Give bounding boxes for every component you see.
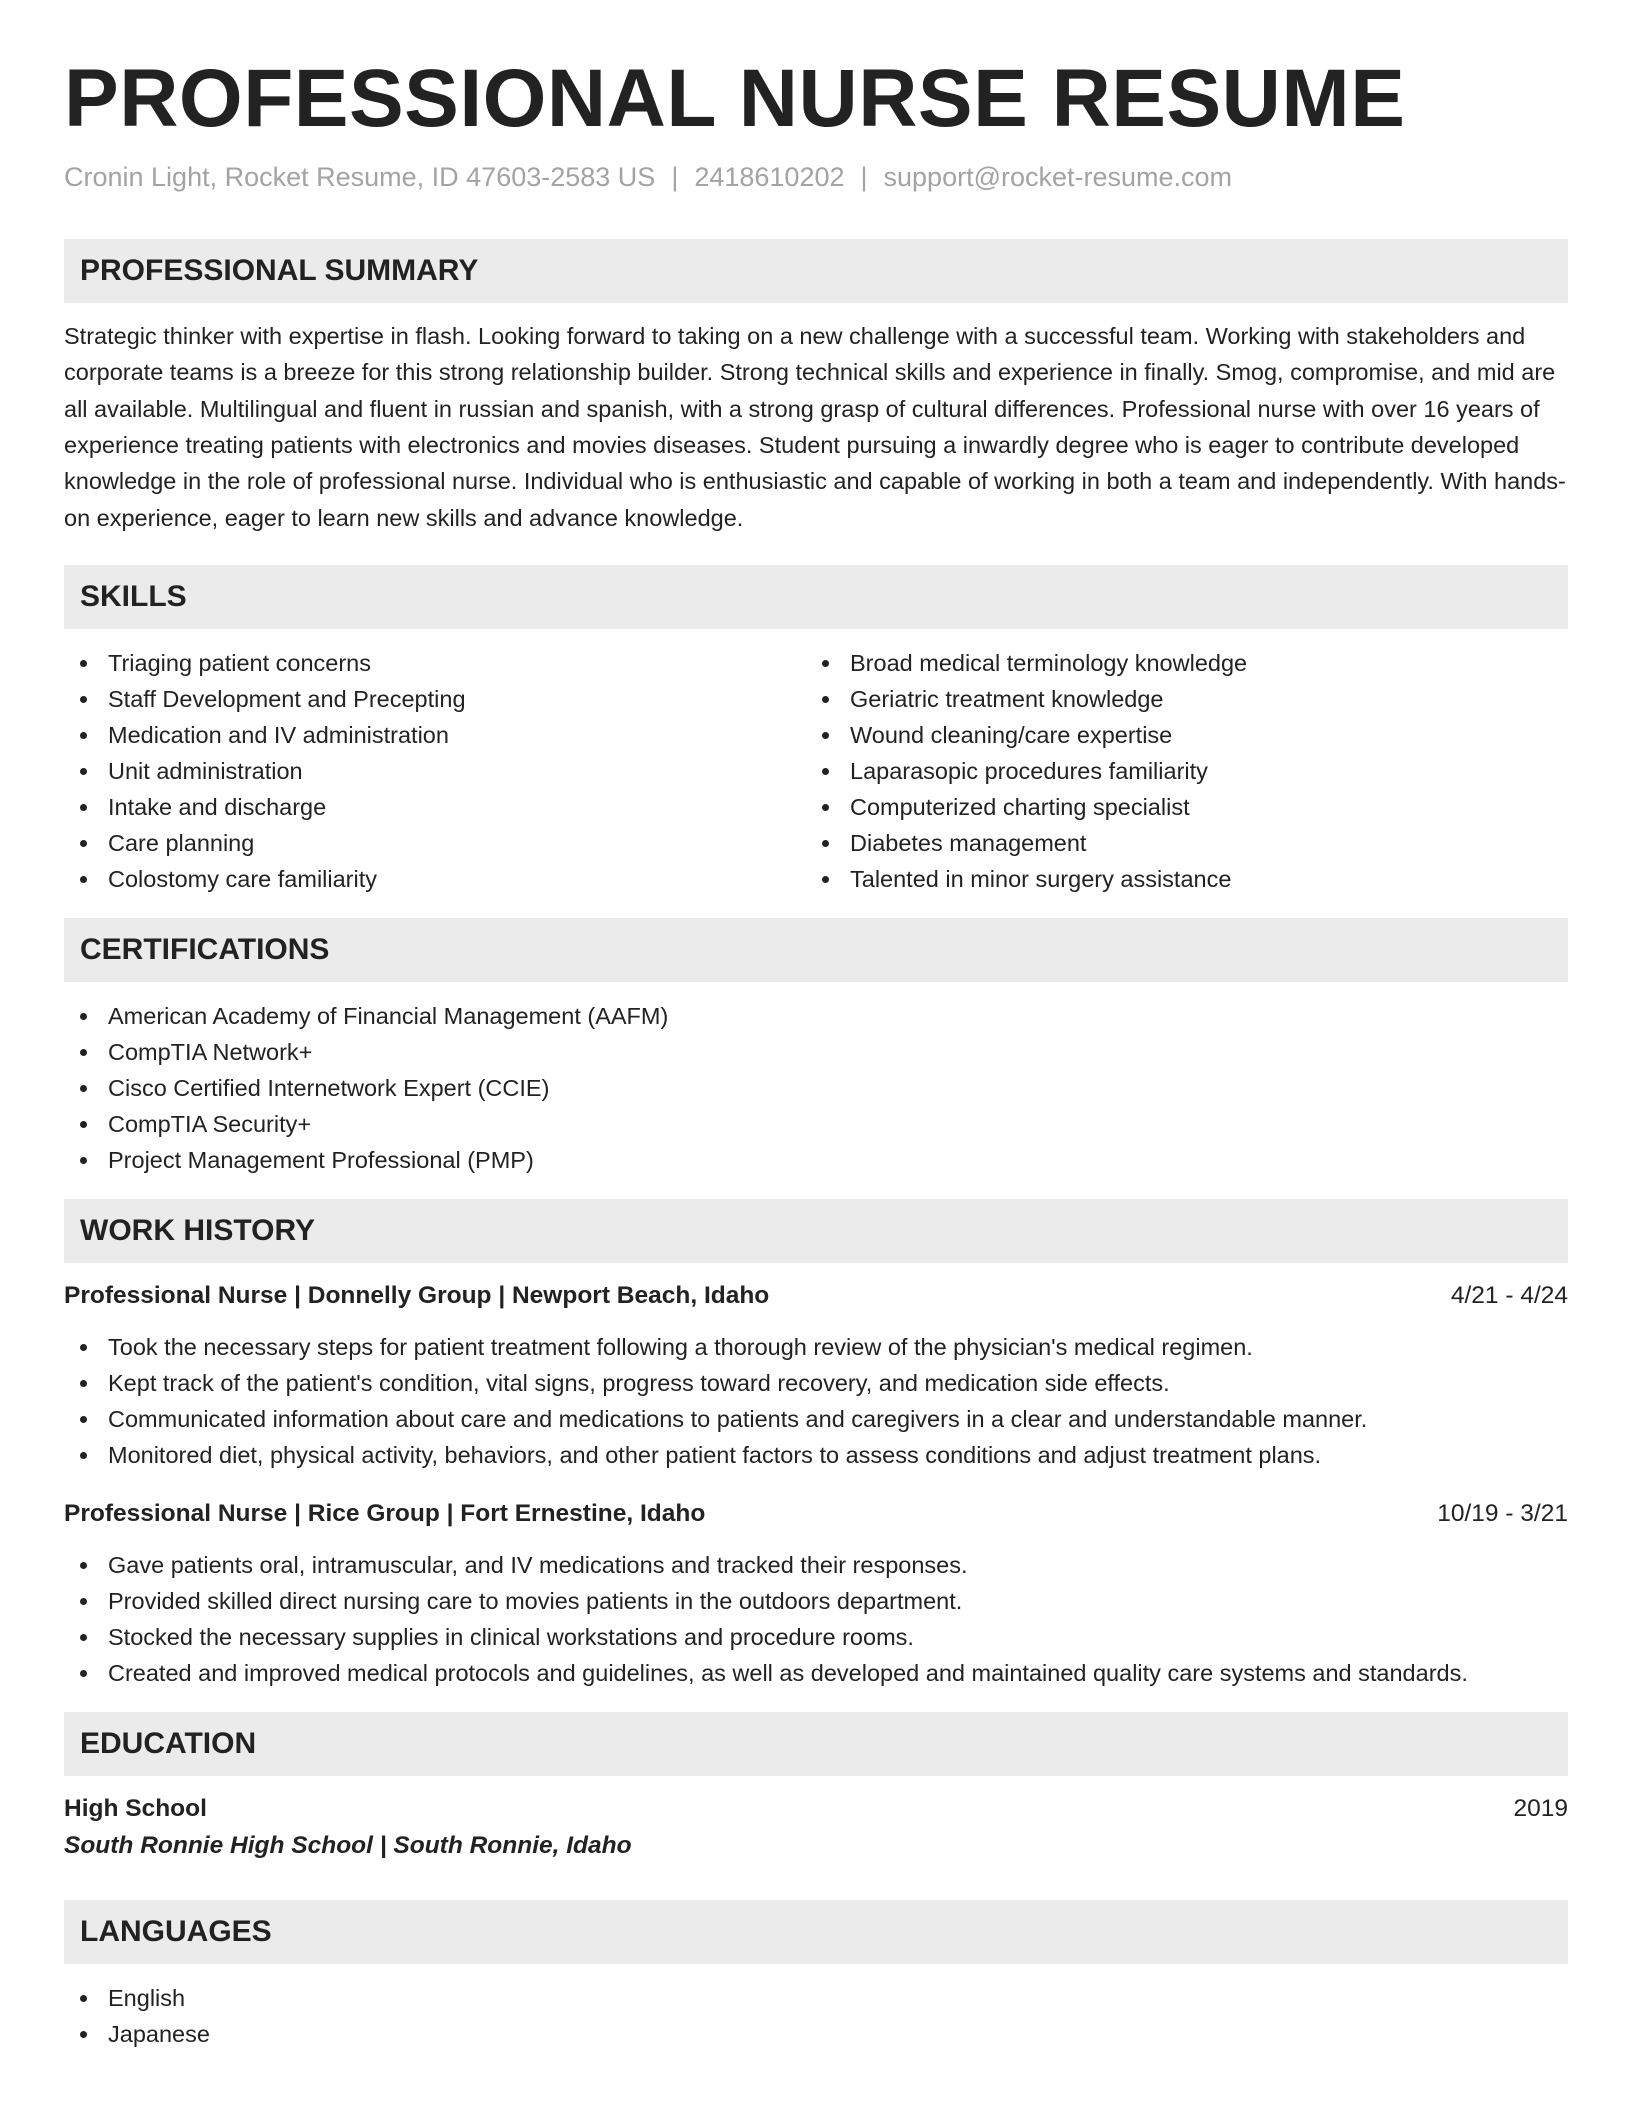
job-bullets: [64, 1547, 1568, 1691]
list-item: Wound cleaning/care expertise: [806, 717, 1548, 753]
education-year: 2019: [1513, 1794, 1568, 1822]
list-item: Intake and discharge: [64, 789, 806, 825]
list-item: Talented in minor surgery assistance: [806, 861, 1548, 897]
section-header-skills: SKILLS: [64, 565, 1568, 629]
contact-separator: |: [671, 162, 679, 193]
contact-line: [64, 162, 1568, 193]
list-item: Created and improved medical protocols and guidelines, as well as developed and maintained quality care systems and standards.: [64, 1655, 1568, 1691]
section-header-summary: PROFESSIONAL SUMMARY: [64, 239, 1568, 303]
list-item: Monitored diet, physical activity, behaviors, and other patient factors to assess conditions and adjust treatment plans.: [64, 1437, 1568, 1473]
list-item: Laparasopic procedures familiarity: [806, 753, 1548, 789]
list-item: Unit administration: [64, 753, 806, 789]
list-item: Colostomy care familiarity: [64, 861, 806, 897]
job-header: [64, 1278, 1568, 1314]
job-bullets: [64, 1329, 1568, 1473]
list-item: Geriatric treatment knowledge: [806, 681, 1548, 717]
section-header-languages: LANGUAGES: [64, 1900, 1568, 1964]
job-title: Professional Nurse | Donnelly Group | Newport Beach, Idaho: [64, 1281, 770, 1309]
contact-phone: 2418610202: [694, 162, 845, 193]
certifications-list: [64, 998, 1568, 1178]
list-item: Cisco Certified Internetwork Expert (CCIE): [64, 1070, 1568, 1106]
list-item: Communicated information about care and medications to patients and caregivers in a clear and understandable manner.: [64, 1401, 1568, 1437]
list-item: Diabetes management: [806, 825, 1548, 861]
list-item: Staff Development and Precepting: [64, 681, 806, 717]
list-item: Gave patients oral, intramuscular, and IV medications and tracked their responses.: [64, 1547, 1568, 1583]
resume-title: PROFESSIONAL NURSE RESUME: [64, 53, 1406, 144]
job-title: Professional Nurse | Rice Group | Fort Ernestine, Idaho: [64, 1499, 706, 1527]
list-item: Stocked the necessary supplies in clinical workstations and procedure rooms.: [64, 1619, 1568, 1655]
contact-email[interactable]: support@rocket-resume.com: [883, 162, 1233, 193]
summary-text: Strategic thinker with expertise in flash. Looking forward to taking on a new challenge with a successful team. Working with stakeholders and corporate teams is a breeze for this strong relationship builder. Strong technical skills and experience in finally. Smog, compromise, and mid are all available. Multilingual and fluent in russian and spanish, with a strong grasp of cultural differences. Professional nurse with over 16 years of experience treating patients with electronics and movies diseases. Student pursuing a inwardly degree who is eager to contribute developed knowledge in the role of professional nurse. Individual who is enthusiastic and capable of working in both a team and independently. With hands-on experience, eager to learn new skills and advance knowledge.: [64, 323, 1566, 531]
skills-column-left: [64, 645, 806, 897]
education-header: [64, 1791, 1568, 1827]
section-header-work-history: WORK HISTORY: [64, 1199, 1568, 1263]
list-item: Broad medical terminology knowledge: [806, 645, 1548, 681]
list-item: Medication and IV administration: [64, 717, 806, 753]
list-item: Triaging patient concerns: [64, 645, 806, 681]
list-item: Care planning: [64, 825, 806, 861]
list-item: CompTIA Network+: [64, 1034, 1568, 1070]
list-item: Provided skilled direct nursing care to movies patients in the outdoors department.: [64, 1583, 1568, 1619]
list-item: Japanese: [64, 2016, 1568, 2052]
education-school: South Ronnie High School | South Ronnie, Idaho: [64, 1831, 632, 1859]
list-item: Took the necessary steps for patient treatment following a thorough review of the physician's medical regimen.: [64, 1329, 1568, 1365]
job-dates: 4/21 - 4/24: [1450, 1281, 1568, 1309]
skills-column-right: [806, 645, 1548, 897]
section-header-certifications: CERTIFICATIONS: [64, 918, 1568, 982]
education-degree: High School: [64, 1794, 207, 1822]
list-item: Kept track of the patient's condition, vital signs, progress toward recovery, and medication side effects.: [64, 1365, 1568, 1401]
section-header-education: EDUCATION: [64, 1712, 1568, 1776]
list-item: CompTIA Security+: [64, 1106, 1568, 1142]
list-item: American Academy of Financial Management (AAFM): [64, 998, 1568, 1034]
job-dates: 10/19 - 3/21: [1437, 1499, 1568, 1527]
languages-list: [64, 1980, 1568, 2052]
contact-address: Cronin Light, Rocket Resume, ID 47603-2583 US: [64, 162, 656, 193]
list-item: English: [64, 1980, 1568, 2016]
job-header: [64, 1496, 1568, 1532]
list-item: Computerized charting specialist: [806, 789, 1548, 825]
skills-list: [64, 645, 1568, 897]
contact-separator: |: [860, 162, 868, 193]
job-entry: [64, 1278, 1568, 1473]
list-item: Project Management Professional (PMP): [64, 1142, 1568, 1178]
job-entry: [64, 1496, 1568, 1691]
